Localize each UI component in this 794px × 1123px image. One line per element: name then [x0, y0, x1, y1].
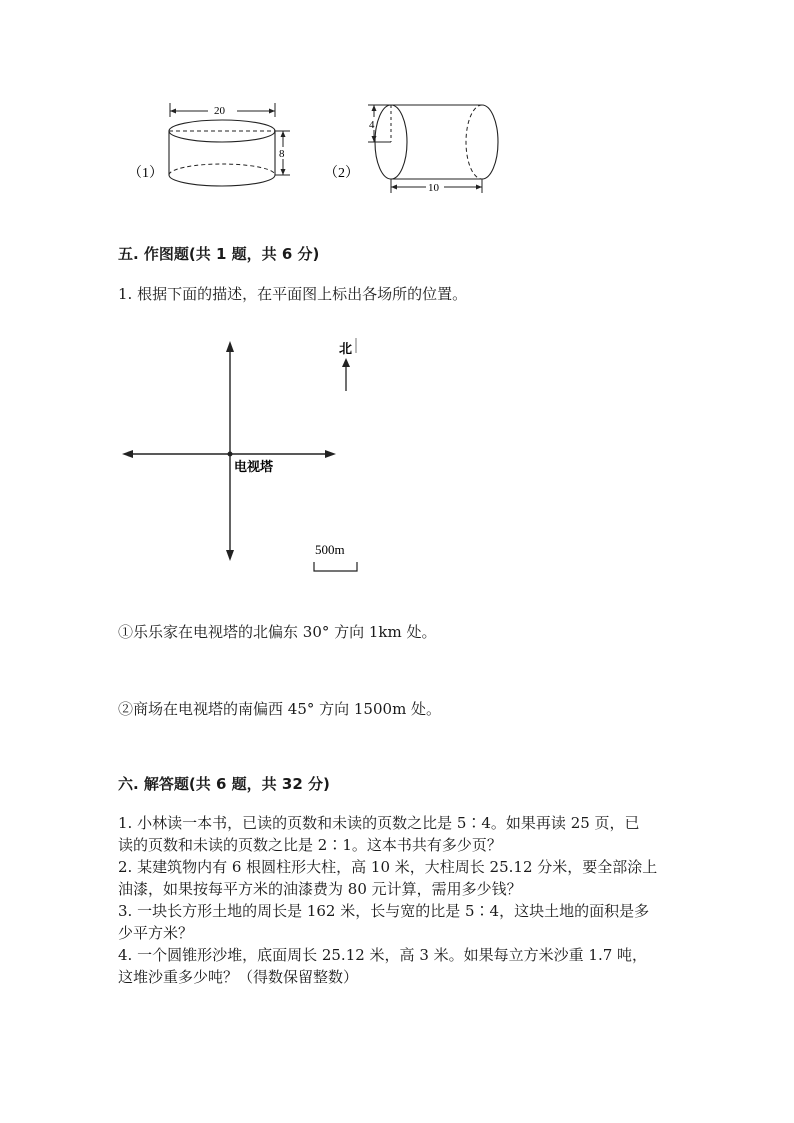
location-map — [118, 335, 378, 580]
section-6-questions — [118, 812, 657, 988]
question-line: 1. 小林读一本书，已读的页数和未读的页数之比是 5∶4。如果再读 25 页，已 — [118, 814, 640, 832]
question-line: 3. 一块长方形土地的周长是 162 米，长与宽的比是 5∶4，这块土地的面积是多 — [118, 902, 650, 920]
diameter-label: 20 — [214, 105, 225, 117]
question-line: 这堆沙重多少吨？（得数保留整数） — [118, 968, 359, 986]
scale-label: 500m — [315, 542, 345, 557]
radius-label: 4 — [369, 119, 375, 131]
length-label: 10 — [428, 182, 439, 194]
question-line: 少平方米？ — [118, 924, 194, 942]
north-label: 北 — [339, 341, 353, 356]
map-item-2: ②商场在电视塔的南偏西 45° 方向 1500m 处。 — [118, 700, 442, 718]
section-5-question-1: 1. 根据下面的描述，在平面图上标出各场所的位置。 — [118, 285, 468, 303]
section-5-heading: 五. 作图题(共 1 题，共 6 分) — [118, 245, 320, 263]
cylinder-figure-2 — [320, 95, 520, 200]
height-label: 8 — [279, 148, 285, 160]
figure-1-label: （1） — [128, 166, 163, 181]
question-line: 读的页数和未读的页数之比是 2∶1。这本书共有多少页？ — [118, 836, 502, 854]
question-line: 4. 一个圆锥形沙堆，底面周长 25.12 米，高 3 米。如果每立方米沙重 1.7 吨， — [118, 946, 648, 964]
question-line: 2. 某建筑物内有 6 根圆柱形大柱，高 10 米，大柱周长 25.12 分米，要全部涂上 — [118, 858, 658, 876]
tv-tower-label: 电视塔 — [234, 459, 274, 474]
figure-2-label: （2） — [324, 166, 359, 181]
section-6-heading: 六. 解答题(共 6 题，共 32 分) — [118, 775, 330, 793]
cylinder-figure-1 — [120, 95, 310, 195]
map-item-1: ①乐乐家在电视塔的北偏东 30° 方向 1km 处。 — [118, 623, 437, 641]
question-line: 油漆，如果按每平方米的油漆费为 80 元计算，需用多少钱？ — [118, 880, 522, 898]
